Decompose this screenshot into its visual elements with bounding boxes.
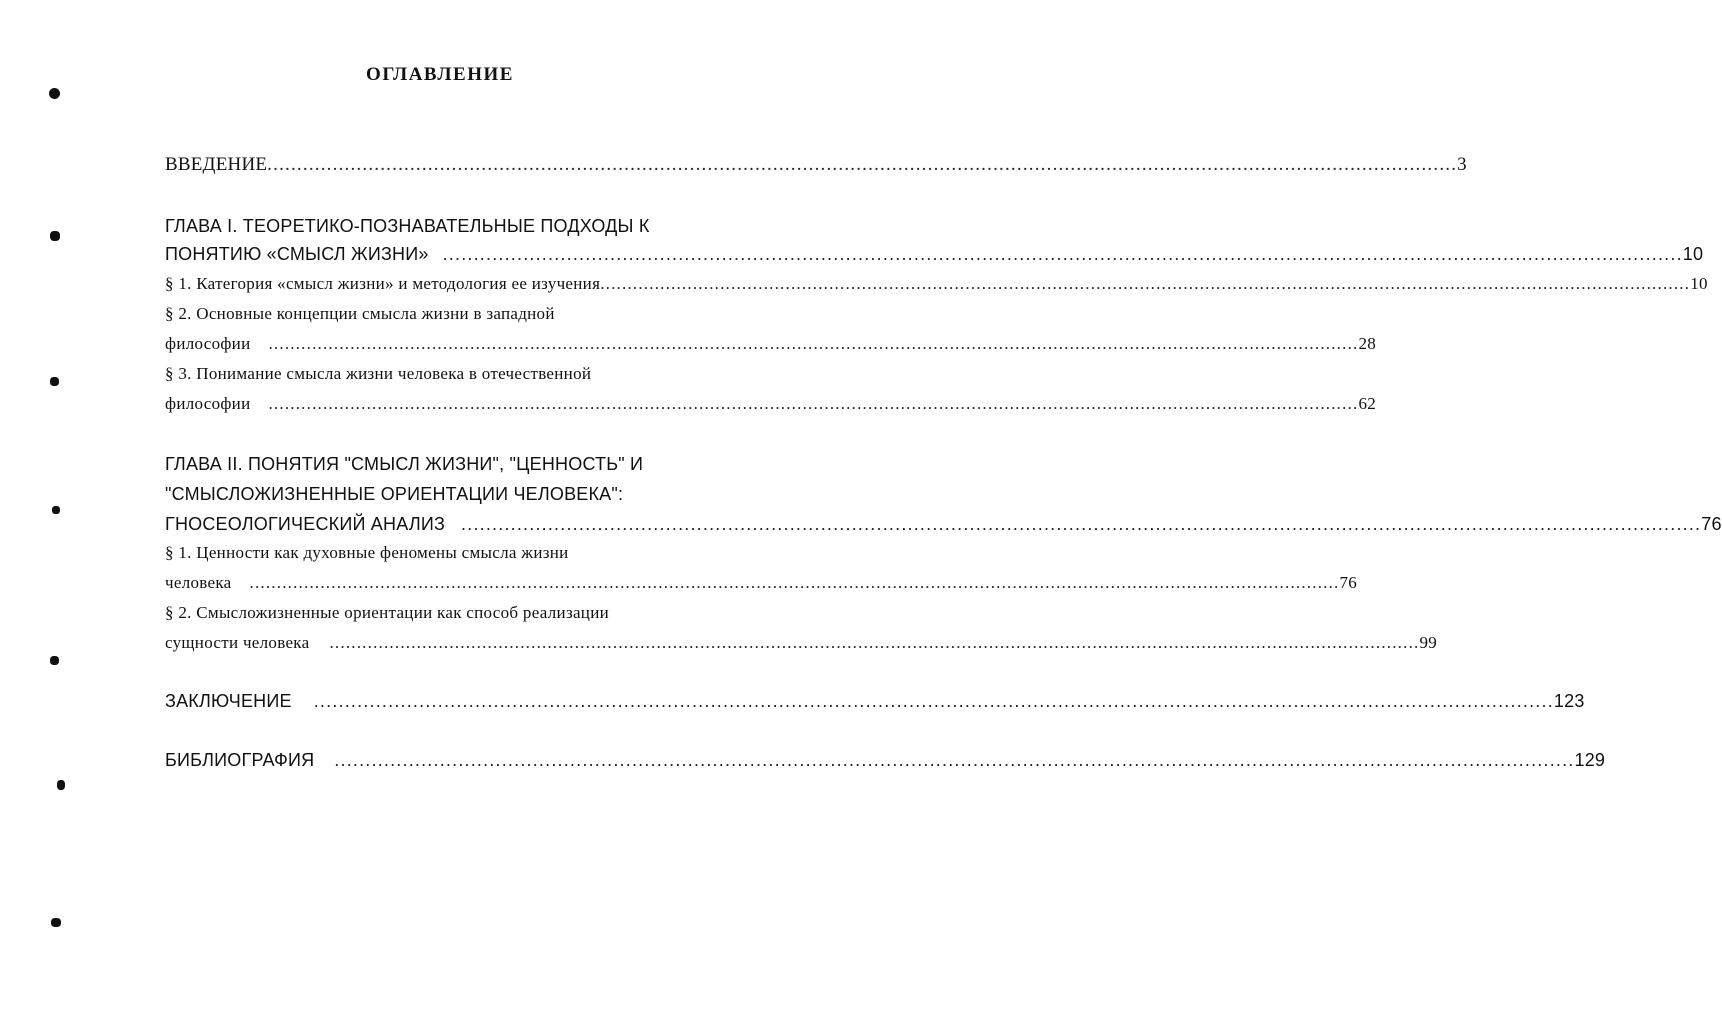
toc-entry-label: философии bbox=[165, 394, 251, 413]
toc-page-number: 10 bbox=[1682, 244, 1704, 264]
dot-leader: ........................................................................................................................................................................................................ bbox=[313, 691, 1554, 711]
toc-entry-label: ВВЕДЕНИЕ bbox=[165, 154, 268, 175]
toc-chapter-2-heading-line1: ГЛАВА II. ПОНЯТИЯ "СМЫСЛ ЖИЗНИ", "ЦЕННОСТЬ" И bbox=[165, 454, 644, 474]
toc-page-number: 10 bbox=[1690, 274, 1708, 293]
toc-page-number: 76 bbox=[1701, 514, 1722, 534]
toc-page-number: 99 bbox=[1419, 633, 1438, 652]
toc-entry-label: БИБЛИОГРАФИЯ bbox=[165, 750, 315, 770]
toc-entry-chapter-1[interactable] bbox=[165, 241, 1704, 267]
toc-entry-ch2-section-1[interactable] bbox=[165, 570, 1358, 596]
toc-page-number: 76 bbox=[1339, 573, 1358, 592]
dot-leader: ........................................................................................................................................................................................................ bbox=[249, 573, 1340, 592]
dot-leader: ........................................................................................................................................................................................................ bbox=[334, 750, 1575, 770]
toc-ch1-section-2-line1: § 2. Основные концепции смысла жизни в западной bbox=[165, 304, 555, 323]
toc-page-number: 123 bbox=[1553, 691, 1585, 711]
toc-entry-introduction[interactable] bbox=[165, 152, 1467, 178]
toc-entry-ch1-section-2[interactable] bbox=[165, 331, 1377, 357]
punch-hole-mark bbox=[50, 231, 60, 241]
toc-entry-ch1-section-3[interactable] bbox=[165, 391, 1377, 417]
toc-entry-ch1-section-1[interactable] bbox=[165, 271, 1708, 297]
toc-page-number: 3 bbox=[1457, 154, 1467, 175]
toc-entry-label: § 1. Категория «смысл жизни» и методология ее изучения bbox=[165, 274, 601, 293]
toc-page-number: 28 bbox=[1358, 334, 1377, 353]
toc-entry-bibliography[interactable] bbox=[165, 747, 1606, 773]
toc-ch2-section-2-line1: § 2. Смысложизненные ориентации как способ реализации bbox=[165, 603, 610, 622]
toc-entry-ch2-section-2[interactable] bbox=[165, 630, 1438, 656]
dot-leader: ........................................................................................................................................................................................................ bbox=[268, 334, 1359, 353]
toc-entry-label: ПОНЯТИЮ «СМЫСЛ ЖИЗНИ» bbox=[165, 244, 429, 264]
dot-leader: ........................................................................................................................................................................................................ bbox=[600, 274, 1691, 293]
toc-chapter-2-heading-line2: "СМЫСЛОЖИЗНЕННЫЕ ОРИЕНТАЦИИ ЧЕЛОВЕКА": bbox=[165, 484, 624, 504]
toc-page-number: 62 bbox=[1358, 394, 1377, 413]
dot-leader: ........................................................................................................................................................................................................ bbox=[442, 244, 1683, 264]
punch-hole-mark bbox=[57, 780, 65, 790]
toc-chapter-1-heading-line1: ГЛАВА I. ТЕОРЕТИКО-ПОЗНАВАТЕЛЬНЫЕ ПОДХОДЫ К bbox=[165, 216, 650, 236]
toc-entry-conclusion[interactable] bbox=[165, 688, 1585, 714]
toc-entry-label: человека bbox=[165, 573, 232, 592]
dot-leader: ........................................................................................................................................................................................................ bbox=[461, 514, 1702, 534]
punch-hole-mark bbox=[50, 656, 59, 665]
page-title: ОГЛАВЛЕНИЕ bbox=[366, 64, 514, 85]
toc-entry-label: философии bbox=[165, 334, 251, 353]
punch-hole-mark bbox=[51, 918, 61, 927]
punch-hole-mark bbox=[49, 88, 60, 99]
toc-entry-label: ЗАКЛЮЧЕНИЕ bbox=[165, 691, 292, 711]
toc-entry-label: сущности человека bbox=[165, 633, 310, 652]
dot-leader: ........................................................................................................................................................................................................ bbox=[329, 633, 1420, 652]
toc-entry-chapter-2[interactable] bbox=[165, 511, 1722, 537]
punch-hole-mark bbox=[52, 506, 60, 514]
dot-leader: ........................................................................................................................................................................................................ bbox=[268, 394, 1359, 413]
dot-leader: ........................................................................................................................................................................................................ bbox=[267, 154, 1458, 175]
toc-ch2-section-1-line1: § 1. Ценности как духовные феномены смысла жизни bbox=[165, 543, 569, 562]
punch-hole-mark bbox=[50, 377, 59, 386]
toc-entry-label: ГНОСЕОЛОГИЧЕСКИЙ АНАЛИЗ bbox=[165, 514, 446, 534]
toc-page-number: 129 bbox=[1574, 750, 1606, 770]
toc-ch1-section-3-line1: § 3. Понимание смысла жизни человека в отечественной bbox=[165, 364, 592, 383]
